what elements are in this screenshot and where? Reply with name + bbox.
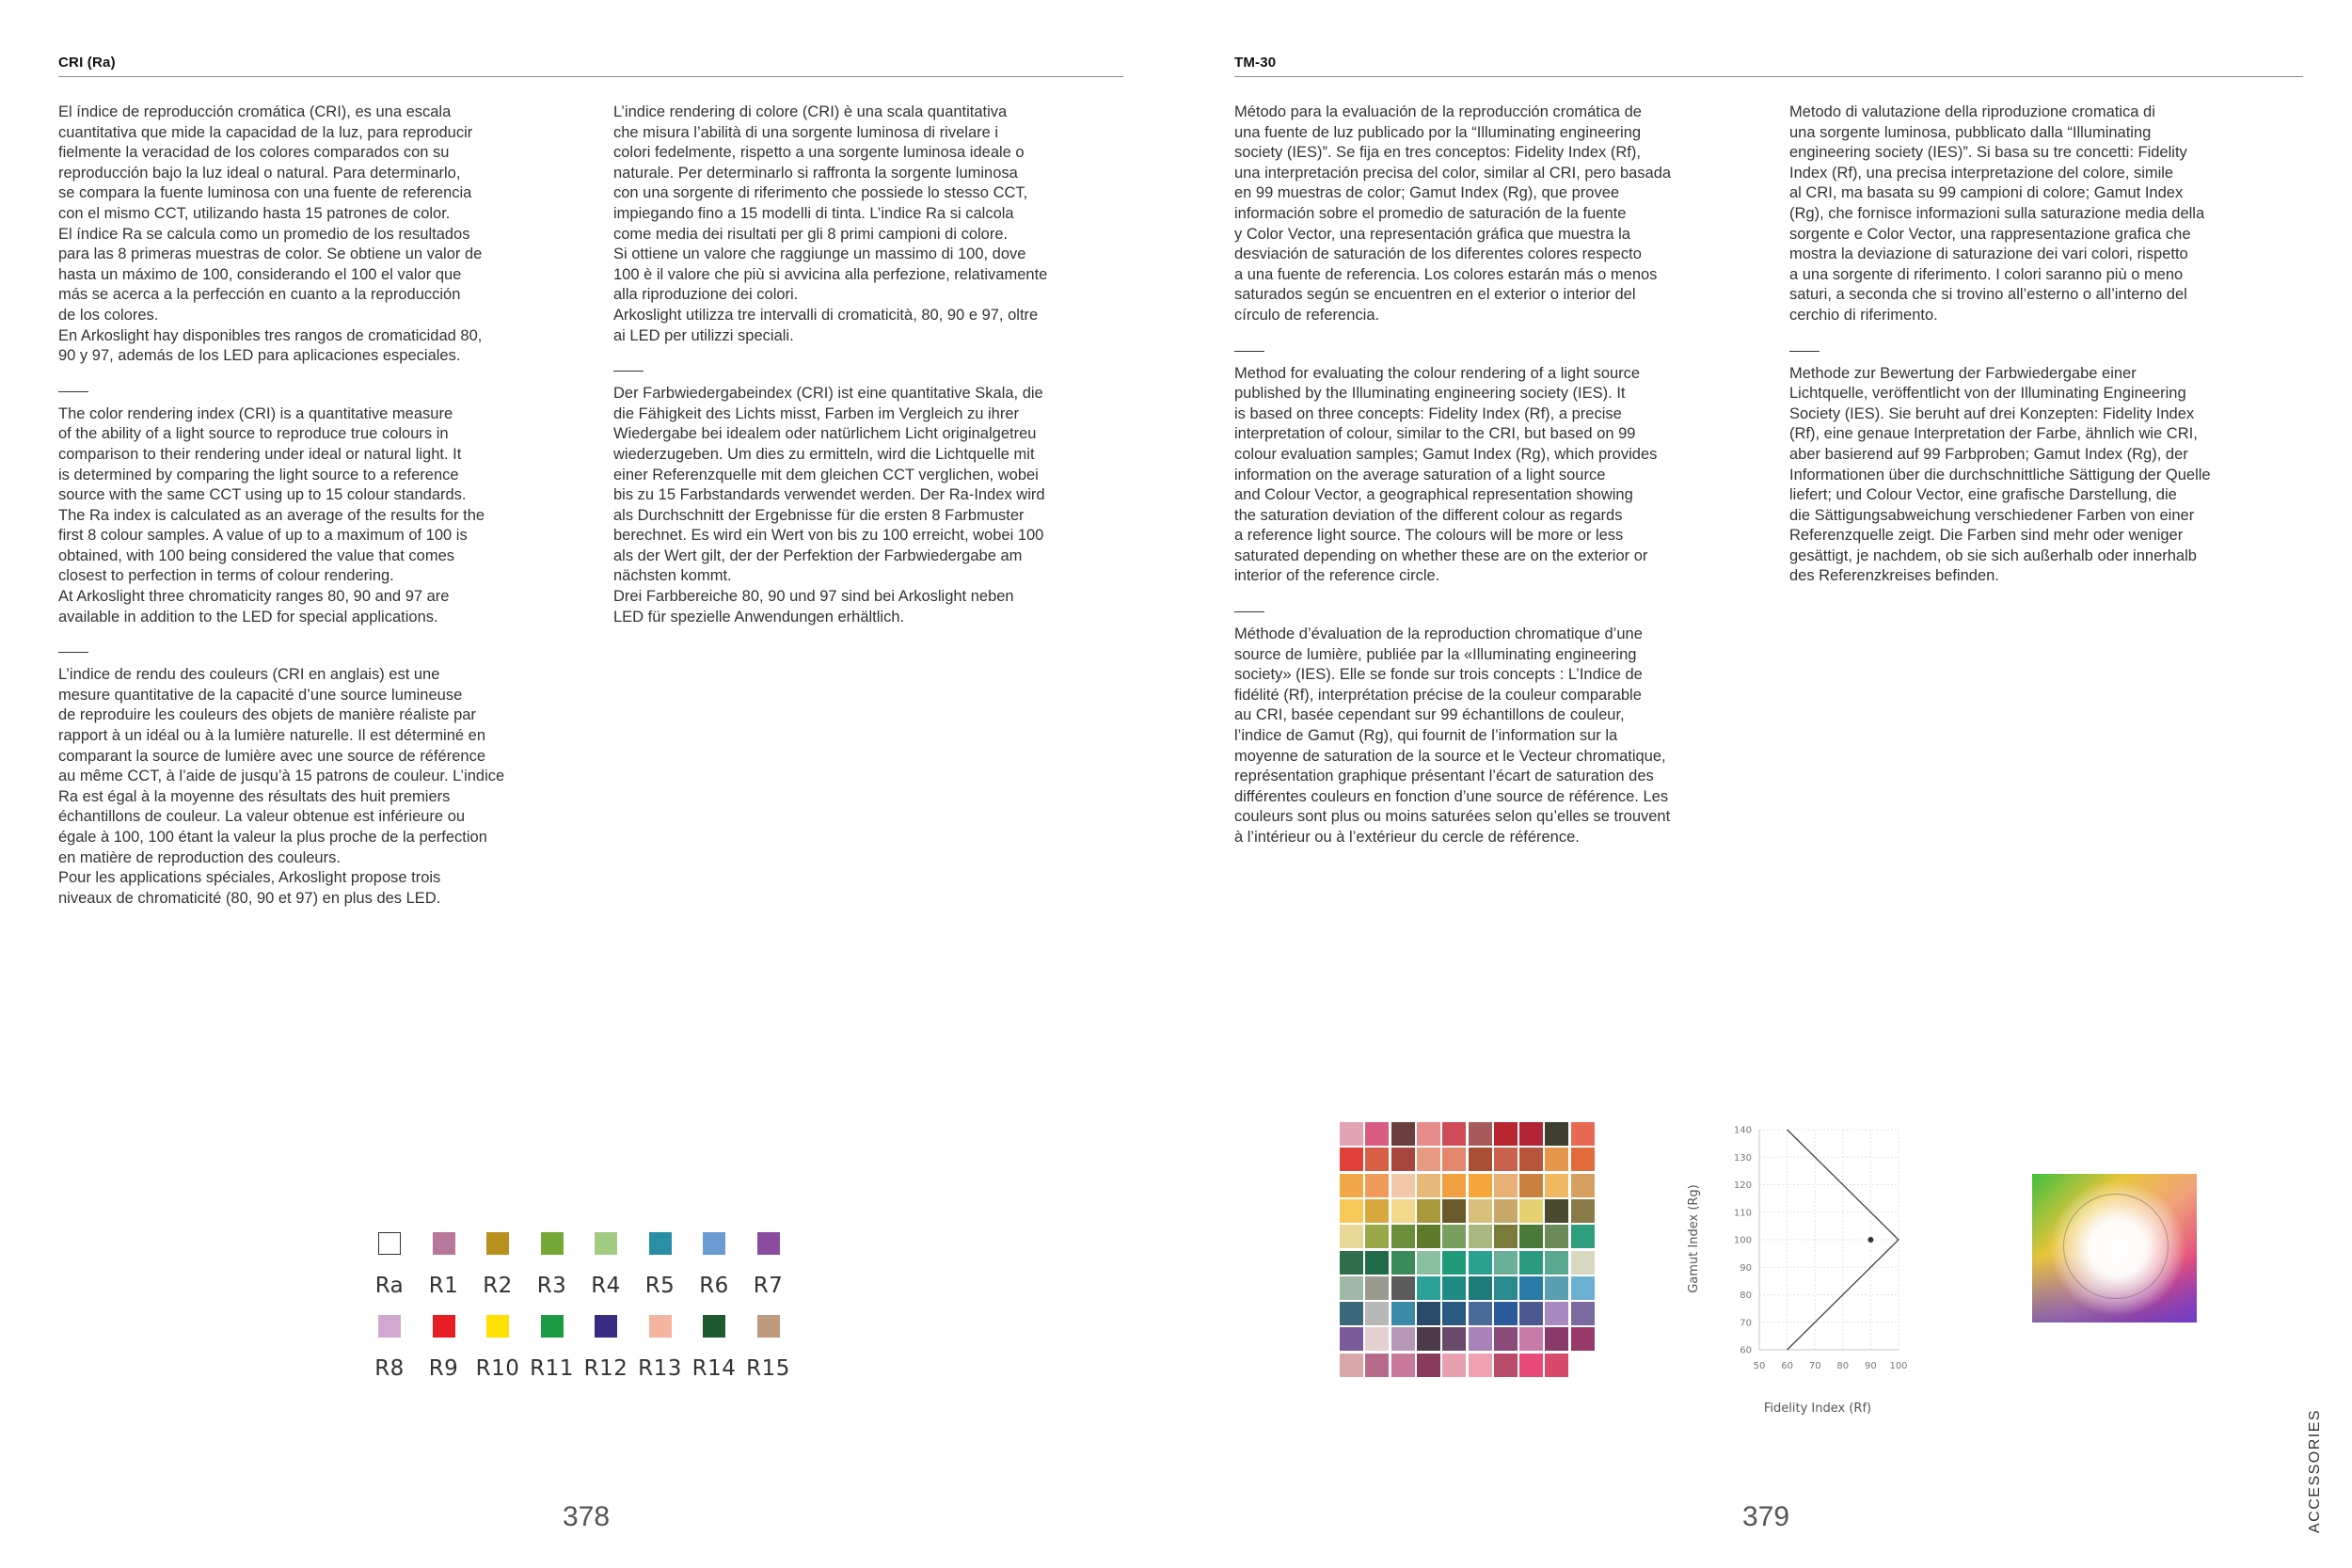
color-sample [1494, 1199, 1518, 1223]
swatch-r11 [541, 1315, 564, 1338]
swatch-label-r14: R14 [691, 1356, 737, 1381]
color-sample [1519, 1199, 1543, 1223]
color-sample [1494, 1327, 1518, 1351]
y-tick-label: 110 [1733, 1208, 1752, 1219]
color-sample [1469, 1225, 1492, 1248]
swatch-r14 [703, 1315, 725, 1338]
color-sample [1494, 1148, 1518, 1171]
color-sample [1391, 1122, 1415, 1146]
swatch-label-r8: R8 [374, 1356, 405, 1381]
color-sample [1545, 1122, 1568, 1146]
color-sample [1545, 1276, 1568, 1300]
color-sample [1571, 1302, 1595, 1325]
color-sample [1494, 1174, 1518, 1197]
swatch-r12 [595, 1315, 617, 1338]
color-sample [1417, 1148, 1440, 1171]
rf-rg-chart [1684, 1115, 1919, 1425]
x-tick-label: 50 [1753, 1361, 1766, 1371]
header-rule [58, 76, 1123, 77]
swatch-r7 [757, 1232, 780, 1255]
color-sample [1417, 1276, 1440, 1300]
color-sample [1340, 1199, 1363, 1223]
color-sample [1519, 1302, 1543, 1325]
swatch-label-r9: R9 [428, 1356, 459, 1381]
separator [1234, 611, 1264, 612]
separator [1234, 351, 1264, 352]
color-sample [1391, 1148, 1415, 1171]
color-sample [1442, 1148, 1466, 1171]
color-sample [1391, 1225, 1415, 1248]
color-sample [1519, 1174, 1543, 1197]
header-rule [1234, 76, 2303, 77]
color-sample [1391, 1251, 1415, 1275]
section-title-tm30: TM-30 [1234, 55, 1277, 71]
color-sample [1469, 1302, 1492, 1325]
swatch-r10 [486, 1315, 509, 1338]
swatch-r2 [486, 1232, 509, 1255]
color-sample [1545, 1199, 1568, 1223]
color-sample [1494, 1251, 1518, 1275]
color-sample [1417, 1251, 1440, 1275]
color-sample [1442, 1199, 1466, 1223]
color-sample [1469, 1276, 1492, 1300]
color-sample [1571, 1174, 1595, 1197]
y-tick-label: 80 [1740, 1291, 1752, 1301]
swatch-label-r12: R12 [583, 1356, 628, 1381]
color-sample [1340, 1251, 1363, 1275]
separator [58, 391, 88, 392]
section-side-tab: ACCESSORIES [2307, 1408, 2323, 1533]
swatch-label-r1: R1 [428, 1274, 459, 1298]
tm30-text-it: Metodo di valutazione della riproduzione cromatica di una sorgente luminosa, pubblicato dalla “Illuminating engineering society (IES)”. Si basa su tre concetti: Fidelity Index (Rf), una precisa interpretazione del colore, simile al CRI, ma basata su 99 campioni di colore; Gamut Index (Rg), che fornisce informazioni sulla saturazione media della sorgente e Color Vector, una rappresentazione grafica che mostra la deviazione di saturazione dei vari colori, rispetto a una sorgente di riferimento. I colori saranno più o meno saturi, a seconda che si trovino all’esterno o all’interno del cerchio di riferimento. [1789, 103, 2205, 324]
color-sample [1365, 1225, 1389, 1248]
color-sample [1545, 1327, 1568, 1351]
x-tick-label: 100 [1889, 1361, 1908, 1371]
color-sample [1494, 1225, 1518, 1248]
cri-text-es: El índice de reproducción cromática (CRI), es una escala cuantitativa que mide la capacidad de la luz, para reproducir fielmente la veracidad de los colores comparados con su reproducción bajo la luz ideal o natural. Para determinarlo, se compara la fuente luminosa con una fuente de referencia con el mismo CCT, utilizando hasta 15 patrones de color. El índice Ra se calcula como un promedio de los resultados para las 8 primeras muestras de color. Se obtiene un valor de hasta un máximo de 100, considerando el 100 el valor que más se acerca a la perfección en cuanto a la reproducción de los colores. En Arkoslight hay disponibles tres rangos de cromaticidad 80, 90 y 97, además de los LED para aplicaciones especiales. [58, 103, 483, 365]
swatch-r4 [595, 1232, 617, 1255]
color-sample [1545, 1174, 1568, 1197]
color-sample [1417, 1225, 1440, 1248]
reference-circle [2063, 1194, 2169, 1299]
color-sample [1519, 1327, 1543, 1351]
color-sample [1391, 1327, 1415, 1351]
color-sample [1519, 1354, 1543, 1377]
swatch-r6 [703, 1232, 725, 1255]
color-sample [1391, 1174, 1415, 1197]
swatch-label-r15: R15 [746, 1356, 790, 1381]
color-sample [1365, 1148, 1389, 1171]
cri-column-1 [58, 103, 571, 909]
page-number-left: 378 [563, 1501, 611, 1532]
color-sample [1519, 1225, 1543, 1248]
color-sample [1571, 1148, 1595, 1171]
swatch-label-ra: Ra [374, 1274, 405, 1298]
color-sample [1417, 1354, 1440, 1377]
swatch-label-r13: R13 [638, 1356, 682, 1381]
color-sample [1391, 1354, 1415, 1377]
y-tick-label: 60 [1740, 1345, 1752, 1356]
color-sample [1545, 1302, 1568, 1325]
y-tick-label: 120 [1733, 1180, 1752, 1191]
tm30-column-1 [1234, 103, 1747, 848]
tm30-color-samples-grid [1340, 1122, 1598, 1376]
color-sample [1365, 1174, 1389, 1197]
color-sample [1442, 1354, 1466, 1377]
color-sample [1494, 1122, 1518, 1146]
swatch-ra [378, 1232, 401, 1255]
section-title-cri: CRI (Ra) [58, 55, 116, 71]
color-sample [1545, 1225, 1568, 1248]
swatch-r9 [433, 1315, 455, 1338]
color-sample [1340, 1276, 1363, 1300]
color-sample [1442, 1276, 1466, 1300]
swatch-r1 [433, 1232, 455, 1255]
color-sample [1391, 1199, 1415, 1223]
color-sample [1340, 1225, 1363, 1248]
color-sample [1442, 1174, 1466, 1197]
swatch-label-r6: R6 [699, 1274, 729, 1298]
data-point [1867, 1237, 1873, 1243]
color-sample [1571, 1276, 1595, 1300]
color-sample [1442, 1251, 1466, 1275]
color-sample [1365, 1354, 1389, 1377]
tm30-text-fr: Méthode d’évaluation de la reproduction chromatique d’une source de lumière, publiée par la «Illuminating engineering society» (IES). Elle se fonde sur trois concepts : L’Indice de fidélité (Rf), interprétation précise de la couleur comparable au CRI, basée cependant sur 99 échantillons de couleur, l’indice de Gamut (Rg), qui fournit de l’information sur la moyenne de saturation de la source et le Vecteur chromatique, représentation graphique présentant l’écart de saturation des différentes couleurs en fonction d’une source de référence. Les couleurs sont plus ou moins saturées selon qu’elles se trouvent à l’intérieur ou à l’extérieur du cercle de référence. [1234, 626, 1671, 846]
color-sample [1519, 1251, 1543, 1275]
color-sample [1519, 1276, 1543, 1300]
color-sample [1365, 1327, 1389, 1351]
separator [58, 652, 88, 653]
swatch-r13 [649, 1315, 672, 1338]
chart-y-axis-label: Gamut Index (Rg) [1687, 1184, 1701, 1293]
color-sample [1469, 1148, 1492, 1171]
swatch-label-r10: R10 [475, 1356, 520, 1381]
color-sample [1494, 1302, 1518, 1325]
color-sample [1494, 1276, 1518, 1300]
y-tick-label: 100 [1733, 1235, 1752, 1246]
color-sample [1545, 1251, 1568, 1275]
color-sample [1442, 1302, 1466, 1325]
tm30-column-2 [1789, 103, 2302, 587]
cri-text-de: Der Farbwiedergabeindex (CRI) ist eine quantitative Skala, die die Fähigkeit des Lichts misst, Farben im Vergleich zu ihrer Wiedergabe bei idealem oder natürlichem Licht originalgetreu wiederzugeben. Um dies zu ermitteln, wird die Lichtquelle mit einer Referenzquelle mit dem gleichen CCT verglichen, wobei bis zu 15 Farbstandards verwendet werden. Der Ra-Index wird als Durchschnitt der Ergebnisse für die ersten 8 Farbmuster berechnet. Es wird ein Wert von bis zu 100 erreicht, wobei 100 als der Wert gilt, der der Perfektion der Farbwiedergabe am nächsten kommt. Drei Farbbereiche 80, 90 und 97 sind bei Arkoslight neben LED für spezielle Anwendungen erhältlich. [613, 385, 1045, 626]
color-sample [1340, 1148, 1363, 1171]
color-sample [1442, 1327, 1466, 1351]
color-sample [1494, 1354, 1518, 1377]
color-sample [1340, 1327, 1363, 1351]
cri-text-fr: L’indice de rendu des couleurs (CRI en anglais) est une mesure quantitative de la capacité d’une source lumineuse de reproduire les couleurs des objets de manière réaliste par rapport à un idéal ou à la lumière naturelle. Il est déterminé en comparant la source de lumière avec une source de référence au même CCT, à l’aide de jusqu’à 15 patrons de couleur. L’indice Ra est égal à la moyenne des résultats des huit premiers échantillons de couleur. La valeur obtenue est inférieure ou égale à 100, 100 étant la valeur la plus proche de la perfection en matière de reproduction des couleurs. Pour les applications spéciales, Arkoslight propose trois niveaux de chromaticité (80, 90 et 97) en plus des LED. [58, 666, 505, 907]
color-sample [1391, 1302, 1415, 1325]
color-sample [1365, 1302, 1389, 1325]
color-sample [1340, 1122, 1363, 1146]
swatch-r5 [649, 1232, 672, 1255]
color-sample [1417, 1174, 1440, 1197]
color-sample [1469, 1122, 1492, 1146]
color-sample [1442, 1122, 1466, 1146]
cri-text-it: L’indice rendering di colore (CRI) è una scala quantitativa che misura l’abilità di una sorgente luminosa di rivelare i colori fedelmente, rispetto a una sorgente luminosa ideale o naturale. Per determinarlo si raffronta la sorgente luminosa con una sorgente di riferimento che possiede lo stesso CCT, impiegando fino a 15 modelli di tinta. L’indice Ra si calcola come media dei risultati per gli 8 primi campioni di colore. Si ottiene un valore che raggiunge un massimo di 100, dove 100 è il valore che più si avvicina alla perfezione, relativamente alla riproduzione dei colori. Arkoslight utilizza tre intervalli di cromaticità, 80, 90 e 97, oltre ai LED per utilizzi speciali. [613, 103, 1048, 344]
color-sample [1340, 1354, 1363, 1377]
swatch-label-r7: R7 [753, 1274, 784, 1298]
color-sample [1519, 1122, 1543, 1146]
swatch-r3 [541, 1232, 564, 1255]
tm30-text-es: Método para la evaluación de la reproducción cromática de una fuente de luz publicado por la “Illuminating engineering society (IES)”. Se fija en tres conceptos: Fidelity Index (Rf), una interpretación precisa del color, similar al CRI, pero basada en 99 muestras de color; Gamut Index (Rg), que provee información sobre el promedio de saturación de la fuente y Color Vector, una representación gráfica que muestra la desviación de saturación de los diferentes colores respecto a una fuente de referencia. Los colores estarán más o menos saturados según se encuentren en el exterior o interior del círculo de referencia. [1234, 103, 1672, 324]
x-tick-label: 70 [1808, 1361, 1821, 1371]
color-sample [1442, 1225, 1466, 1248]
color-sample [1545, 1354, 1568, 1377]
separator [1789, 351, 1820, 352]
color-sample [1365, 1276, 1389, 1300]
color-sample [1469, 1199, 1492, 1223]
swatch-r8 [378, 1315, 401, 1338]
color-sample [1417, 1199, 1440, 1223]
color-sample [1365, 1122, 1389, 1146]
swatch-label-r11: R11 [530, 1356, 574, 1381]
color-sample [1417, 1122, 1440, 1146]
color-sample [1391, 1276, 1415, 1300]
color-sample [1417, 1302, 1440, 1325]
x-tick-label: 60 [1781, 1361, 1793, 1371]
tm30-text-en: Method for evaluating the colour rendering of a light source published by the Illuminating engineering society (IES). It is based on three concepts: Fidelity Index (Rf), a precise interpretation of colour, similar to the CRI, but based on 99 colour evaluation samples; Gamut Index (Rg), which provides information on the average saturation of a light source and Colour Vector, a geographical representation showing the saturation deviation of the different colour as regards a reference light source. The colours will be more or less saturated depending on whether these are on the exterior or interior of the reference circle. [1234, 364, 1658, 585]
page-number-right: 379 [1742, 1501, 1790, 1532]
swatch-r15 [757, 1315, 780, 1338]
color-sample [1469, 1251, 1492, 1275]
y-tick-label: 70 [1740, 1318, 1752, 1329]
x-tick-label: 90 [1865, 1361, 1877, 1371]
swatch-label-r3: R3 [536, 1274, 567, 1298]
color-sample [1365, 1199, 1389, 1223]
color-sample [1571, 1199, 1595, 1223]
tm30-text-de: Methode zur Bewertung der Farbwiedergabe einer Lichtquelle, veröffentlicht von der Illuminating Engineering Society (IES). Sie beruht auf drei Konzepten: Fidelity Index (Rf), eine genaue Interpretation der Farbe, ähnlich wie CRI, aber basierend auf 99 Farbproben; Gamut Index (Rg), der Informationen über die durchschnittliche Sättigung der Quelle liefert; und Colour Vector, eine grafische Darstellung, die die Sättigungsabweichung verschiedener Farben von einer Referenzquelle zeigt. Die Farben sind mehr oder weniger gesättigt, je nachdem, ob sie sich außerhalb oder innerhalb des Referenzkreises befinden. [1789, 364, 2211, 585]
color-sample [1469, 1327, 1492, 1351]
y-tick-label: 140 [1733, 1125, 1752, 1136]
color-sample [1469, 1174, 1492, 1197]
color-sample [1519, 1148, 1543, 1171]
color-sample [1340, 1174, 1363, 1197]
swatch-label-r5: R5 [644, 1274, 675, 1298]
cri-text-en: The color rendering index (CRI) is a quantitative measure of the ability of a light source to reproduce true colours in comparison to their rendering under ideal or natural light. It is determined by comparing the light source to a reference source with the same CCT using up to 15 colour standards. The Ra index is calculated as an average of the results for the first 8 colour samples. A value of up to a maximum of 100 is obtained, with 100 being considered the value that comes closest to perfection in terms of colour rendering. At Arkoslight three chromaticity ranges 80, 90 and 97 are available in addition to the LED for special applications. [58, 404, 485, 626]
color-sample [1417, 1327, 1440, 1351]
color-sample [1469, 1354, 1492, 1377]
swatch-label-r2: R2 [483, 1274, 513, 1298]
y-tick-label: 130 [1733, 1152, 1752, 1164]
swatch-label-r4: R4 [591, 1274, 621, 1298]
color-vector-graphic [2032, 1174, 2197, 1323]
color-sample [1545, 1148, 1568, 1171]
color-sample [1365, 1251, 1389, 1275]
cri-column-2 [613, 103, 1126, 627]
color-sample [1571, 1327, 1595, 1351]
y-tick-label: 90 [1740, 1262, 1752, 1274]
color-sample [1571, 1122, 1595, 1146]
color-sample [1571, 1225, 1595, 1248]
color-sample [1571, 1251, 1595, 1275]
color-sample [1340, 1302, 1363, 1325]
separator [613, 371, 644, 372]
x-tick-label: 80 [1836, 1361, 1850, 1371]
chart-x-axis-label: Fidelity Index (Rf) [1763, 1402, 1872, 1416]
